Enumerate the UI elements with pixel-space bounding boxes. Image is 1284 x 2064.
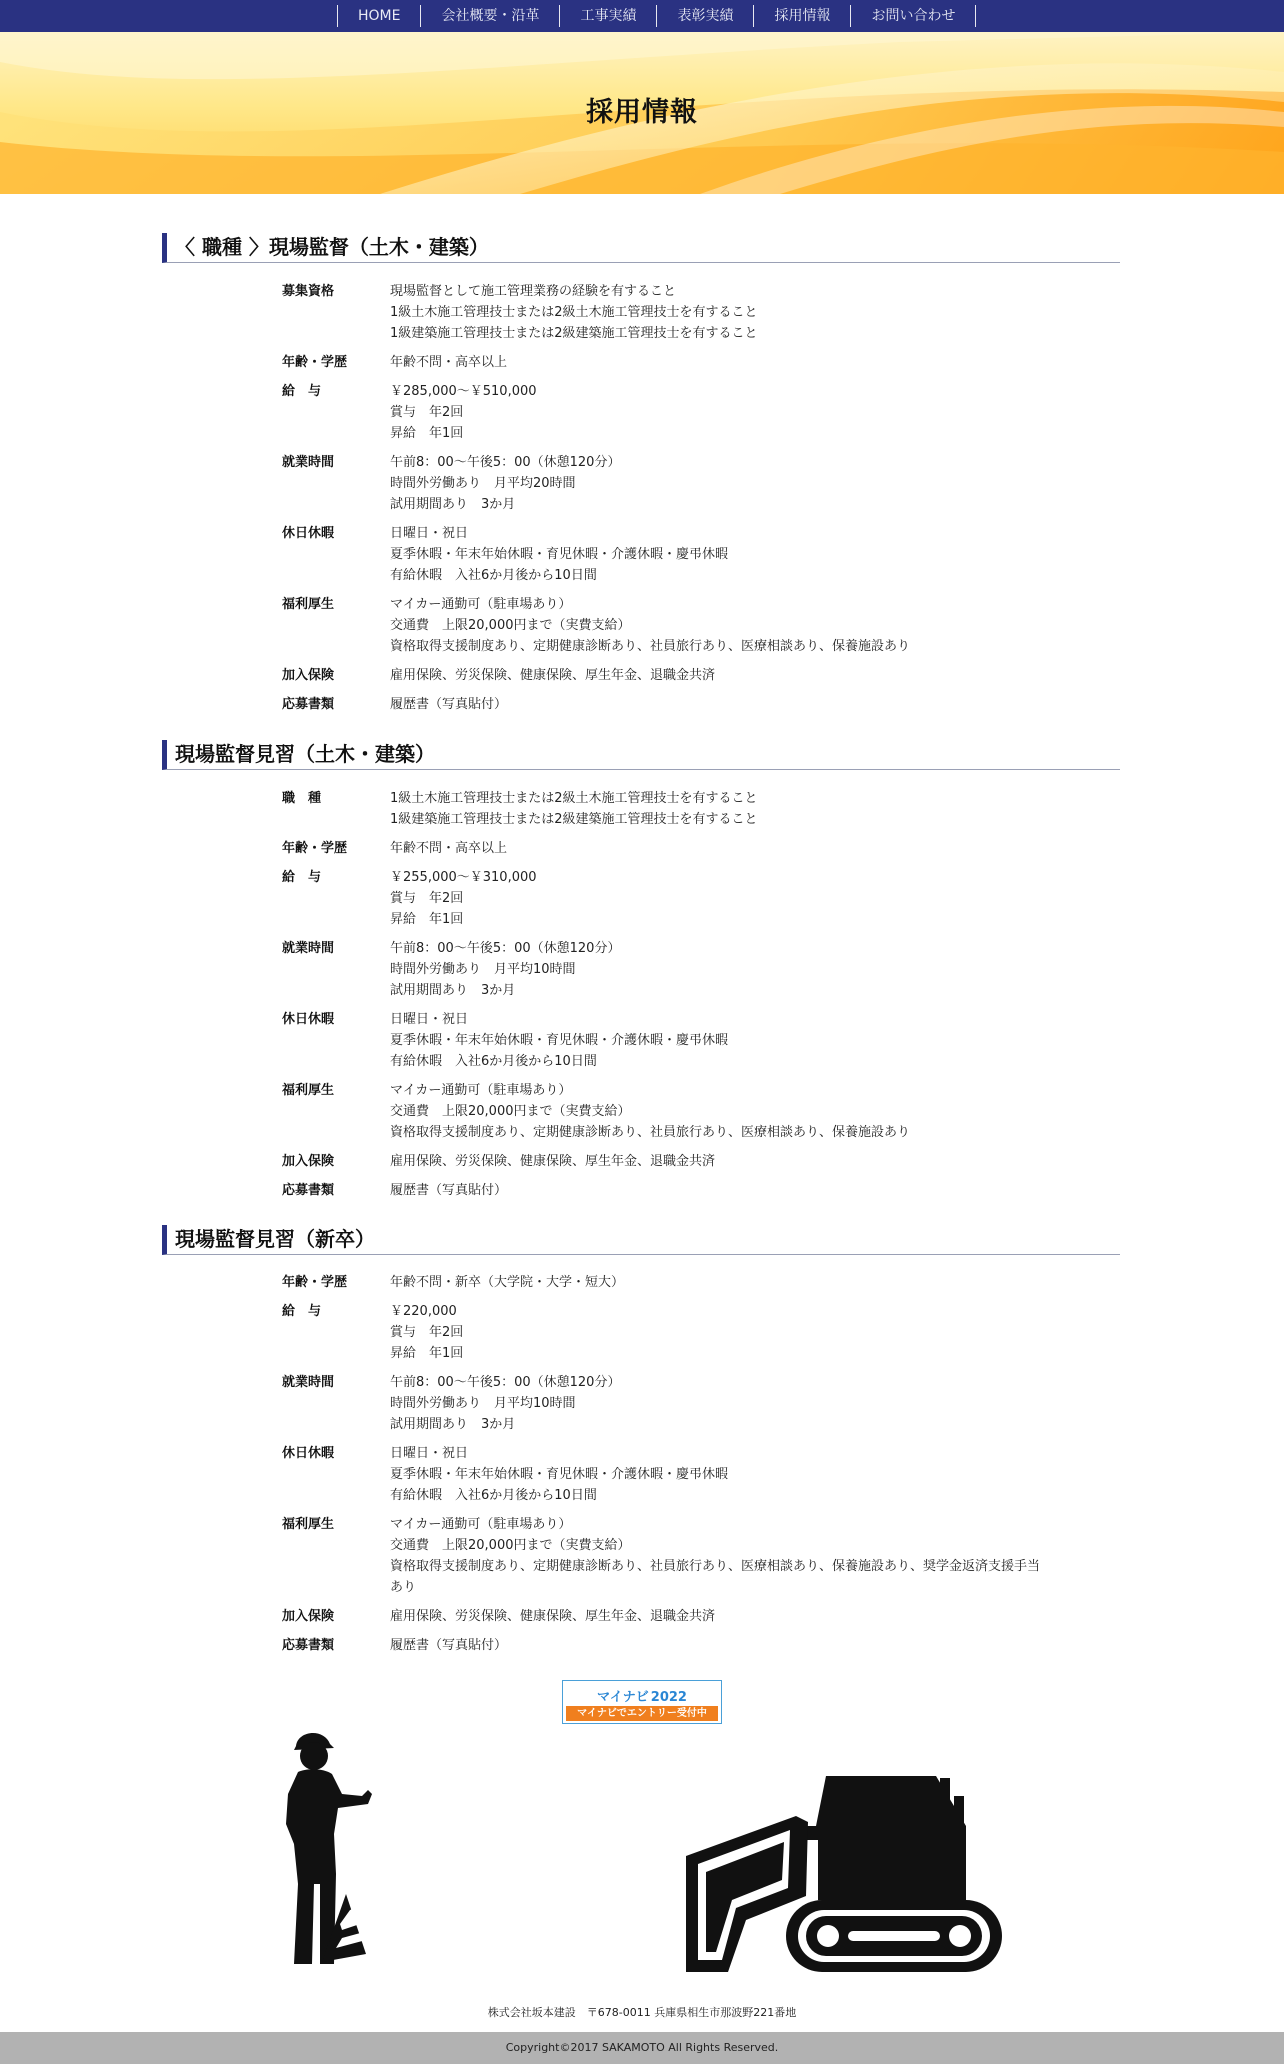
job-detail-value	[390, 1180, 1042, 1201]
job-detail-value	[390, 867, 1042, 930]
job-detail-row	[282, 938, 1042, 1001]
nav-item-2[interactable]: 工事実績	[560, 5, 657, 27]
job-detail-line: 有給休暇 入社6か月後から10日間	[390, 1488, 597, 1503]
job-detail-label: 給 与	[282, 1304, 322, 1319]
job-detail-line: 履歴書（写真貼付）	[390, 1638, 508, 1653]
job-detail-label: 応募書類	[282, 697, 335, 712]
job-detail-line: 昇給 年1回	[390, 426, 464, 441]
job-detail-line: 年齢不問・高卒以上	[390, 841, 508, 856]
job-detail-label: 応募書類	[282, 1638, 335, 1653]
job-detail-line: ￥285,000～￥510,000	[390, 384, 537, 399]
job-detail-value	[390, 381, 1042, 444]
job-detail-value	[390, 352, 1042, 373]
mynavi-logo	[563, 1686, 721, 1705]
section-title-shinsotsu: 現場監督見習（新卒）	[162, 1225, 1120, 1255]
job-detail-value	[390, 1009, 1042, 1072]
mynavi-entry-banner[interactable]	[562, 1680, 722, 1724]
job-detail-label: 年齢・学歴	[282, 841, 348, 856]
job-detail-line: 1級土木施工管理技士または2級土木施工管理技士を有すること	[390, 791, 758, 806]
job-detail-value	[390, 1514, 1042, 1598]
job-detail-line: 試用期間あり 3か月	[390, 983, 516, 998]
job-detail-line: 交通費 上限20,000円まで（実費支給）	[390, 1538, 631, 1553]
job-detail-line: 有給休暇 入社6か月後から10日間	[390, 1054, 597, 1069]
job-detail-line: ￥220,000	[390, 1304, 457, 1319]
job-detail-line: 資格取得支援制度あり、定期健康診断あり、社員旅行あり、医療相談あり、保養施設あり	[390, 639, 911, 654]
job-detail-line: 現場監督として施工管理業務の経験を有すること	[390, 284, 677, 299]
job-detail-label: 就業時間	[282, 1375, 335, 1390]
job-detail-row	[282, 1180, 1042, 1201]
job-detail-value	[390, 452, 1042, 515]
job-detail-row	[282, 867, 1042, 930]
job-detail-label: 就業時間	[282, 455, 335, 470]
job-detail-label: 加入保険	[282, 1609, 335, 1624]
job-detail-row	[282, 452, 1042, 515]
job-detail-row	[282, 838, 1042, 859]
job-detail-line: 時間外労働あり 月平均10時間	[390, 1396, 576, 1411]
job-detail-line: 賞与 年2回	[390, 1325, 464, 1340]
job-detail-row	[282, 1606, 1042, 1627]
job-detail-value	[390, 1606, 1042, 1627]
job-detail-label: 福利厚生	[282, 597, 335, 612]
job-detail-row	[282, 523, 1042, 586]
job-details-table	[282, 281, 1042, 723]
job-detail-value	[390, 665, 1042, 686]
job-detail-value	[390, 1635, 1042, 1656]
copyright: Copyright©2017 SAKAMOTO All Rights Reserved.	[0, 2032, 1284, 2064]
job-detail-value	[390, 594, 1042, 657]
nav-item-3[interactable]: 表彰実績	[657, 5, 754, 27]
job-detail-row	[282, 1635, 1042, 1656]
job-detail-row	[282, 352, 1042, 373]
job-detail-line: 昇給 年1回	[390, 912, 464, 927]
job-detail-row	[282, 381, 1042, 444]
job-detail-label: 休日休暇	[282, 1012, 335, 1027]
page-title: 採用情報	[586, 97, 698, 128]
job-detail-value	[390, 788, 1042, 830]
job-detail-value	[390, 523, 1042, 586]
job-detail-label: 加入保険	[282, 668, 335, 683]
job-detail-label: 応募書類	[282, 1183, 335, 1198]
top-navigation	[0, 0, 1284, 32]
job-detail-row	[282, 594, 1042, 657]
job-detail-line: 時間外労働あり 月平均20時間	[390, 476, 576, 491]
construction-worker-icon	[276, 1724, 416, 1969]
job-detail-line: 賞与 年2回	[390, 405, 464, 420]
job-detail-label: 福利厚生	[282, 1083, 335, 1098]
job-detail-label: 年齢・学歴	[282, 355, 348, 370]
job-detail-row	[282, 1514, 1042, 1598]
nav-item-0[interactable]: HOME	[338, 5, 421, 27]
job-detail-line: 夏季休暇・年末年始休暇・育児休暇・介護休暇・慶弔休暇	[390, 1467, 729, 1482]
job-detail-value	[390, 938, 1042, 1001]
job-detail-value	[390, 1443, 1042, 1506]
job-detail-row	[282, 281, 1042, 344]
job-detail-label: 給 与	[282, 384, 322, 399]
job-detail-value	[390, 838, 1042, 859]
job-detail-row	[282, 1151, 1042, 1172]
job-detail-value	[390, 1301, 1042, 1364]
job-detail-row	[282, 1272, 1042, 1293]
job-detail-value	[390, 1151, 1042, 1172]
job-detail-row	[282, 1301, 1042, 1364]
job-details-table	[282, 1272, 1042, 1664]
job-detail-line: 資格取得支援制度あり、定期健康診断あり、社員旅行あり、医療相談あり、保養施設あり	[390, 1125, 911, 1140]
job-detail-line: 履歴書（写真貼付）	[390, 697, 508, 712]
job-detail-value	[390, 694, 1042, 715]
job-detail-label: 福利厚生	[282, 1517, 335, 1532]
job-detail-line: 午前8：00～午後5：00（休憩120分）	[390, 941, 621, 956]
job-detail-line: 夏季休暇・年末年始休暇・育児休暇・介護休暇・慶弔休暇	[390, 1033, 729, 1048]
job-detail-label: 募集資格	[282, 284, 335, 299]
section-title-genba-kantoku: 〈 職種 〉現場監督（土木・建築）	[162, 233, 1120, 263]
job-detail-line: 午前8：00～午後5：00（休憩120分）	[390, 1375, 621, 1390]
job-detail-line: マイカー通勤可（駐車場あり）	[390, 1083, 572, 1098]
job-detail-label: 加入保険	[282, 1154, 335, 1169]
job-detail-label: 職 種	[282, 791, 322, 806]
job-detail-line: 試用期間あり 3か月	[390, 1417, 516, 1432]
section-title-minarai: 現場監督見習（土木・建築）	[162, 740, 1120, 770]
job-detail-line: 年齢不問・新卒（大学院・大学・短大）	[390, 1275, 625, 1290]
nav-item-1[interactable]: 会社概要・沿革	[421, 5, 560, 27]
nav-list	[337, 5, 976, 27]
nav-item-5[interactable]: お問い合わせ	[851, 5, 976, 27]
job-detail-line: 有給休暇 入社6か月後から10日間	[390, 568, 597, 583]
job-detail-line: 交通費 上限20,000円まで（実費支給）	[390, 618, 631, 633]
job-detail-label: 就業時間	[282, 941, 335, 956]
job-detail-line: 日曜日・祝日	[390, 1012, 469, 1027]
job-detail-row	[282, 1080, 1042, 1143]
mynavi-year: 2022	[650, 1690, 687, 1705]
hero-banner	[0, 32, 1284, 194]
job-detail-value	[390, 1372, 1042, 1435]
job-detail-label: 年齢・学歴	[282, 1275, 348, 1290]
job-detail-row	[282, 1443, 1042, 1506]
job-detail-label: 休日休暇	[282, 526, 335, 541]
job-detail-line: 雇用保険、労災保険、健康保険、厚生年金、退職金共済	[390, 1154, 716, 1169]
job-detail-row	[282, 665, 1042, 686]
job-detail-value	[390, 1080, 1042, 1143]
job-detail-value	[390, 1272, 1042, 1293]
job-detail-line: マイカー通勤可（駐車場あり）	[390, 597, 572, 612]
mynavi-caption: マイナビでエントリー受付中	[566, 1706, 718, 1721]
job-detail-line: 賞与 年2回	[390, 891, 464, 906]
job-detail-row	[282, 694, 1042, 715]
job-detail-row	[282, 788, 1042, 830]
job-detail-line: ￥255,000～￥310,000	[390, 870, 537, 885]
job-details-table	[282, 788, 1042, 1209]
bulldozer-icon	[686, 1776, 1006, 1972]
job-detail-label: 給 与	[282, 870, 322, 885]
job-detail-line: 雇用保険、労災保険、健康保険、厚生年金、退職金共済	[390, 1609, 716, 1624]
job-detail-line: 昇給 年1回	[390, 1346, 464, 1361]
job-detail-line: 日曜日・祝日	[390, 1446, 469, 1461]
company-address: 株式会社坂本建設 〒678-0011 兵庫県相生市那波野221番地	[487, 2006, 797, 2019]
job-detail-line: 試用期間あり 3か月	[390, 497, 516, 512]
job-detail-value	[390, 281, 1042, 344]
job-detail-line: 履歴書（写真貼付）	[390, 1183, 508, 1198]
job-detail-line: 1級建築施工管理技士または2級建築施工管理技士を有すること	[390, 812, 758, 827]
job-detail-row	[282, 1009, 1042, 1072]
job-detail-line: 時間外労働あり 月平均10時間	[390, 962, 576, 977]
job-detail-line: 交通費 上限20,000円まで（実費支給）	[390, 1104, 631, 1119]
job-detail-line: 資格取得支援制度あり、定期健康診断あり、社員旅行あり、医療相談あり、保養施設あり、奨学金返済支援手当あり	[390, 1559, 1041, 1595]
mynavi-logo-text: マイナビ	[597, 1690, 649, 1705]
job-detail-line: 夏季休暇・年末年始休暇・育児休暇・介護休暇・慶弔休暇	[390, 547, 729, 562]
nav-item-4[interactable]: 採用情報	[754, 5, 851, 27]
job-detail-label: 休日休暇	[282, 1446, 335, 1461]
job-detail-line: 午前8：00～午後5：00（休憩120分）	[390, 455, 621, 470]
job-detail-line: 年齢不問・高卒以上	[390, 355, 508, 370]
job-detail-line: 日曜日・祝日	[390, 526, 469, 541]
job-detail-line: マイカー通勤可（駐車場あり）	[390, 1517, 572, 1532]
job-detail-line: 雇用保険、労災保険、健康保険、厚生年金、退職金共済	[390, 668, 716, 683]
job-detail-line: 1級土木施工管理技士または2級土木施工管理技士を有すること	[390, 305, 758, 320]
job-detail-line: 1級建築施工管理技士または2級建築施工管理技士を有すること	[390, 326, 758, 341]
job-detail-row	[282, 1372, 1042, 1435]
